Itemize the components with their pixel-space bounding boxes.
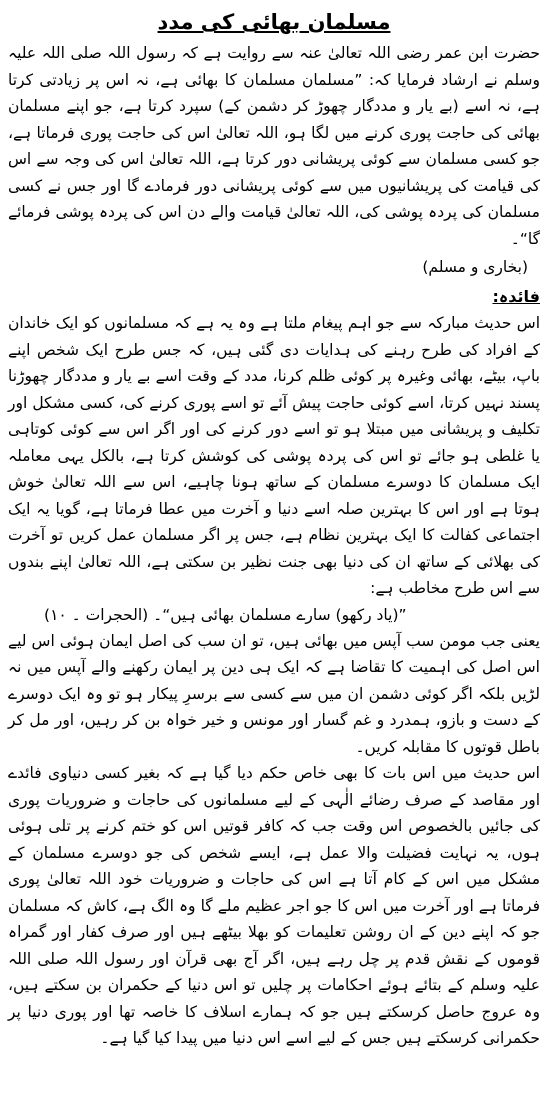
faida-paragraph-2: یعنی جب مومن سب آپس میں بھائی ہیں، تو ان سب کی اصل ایمان ہوئی اس لیے اس اصل کی اہمیت کا تقاضا ہے کہ ایک ہی دین پر ایمان رکھنے والے آپس میں نہ لڑیں بلکہ اگر کوئی دشمن ان میں سے کسی سے برسرِ پیکار ہو تو وہ ایک دوسرے کے دست و بازو، ہمدرد و غم گسار اور مونس و خیر خواہ بن کر رہیں، اور مل کر باطل قوتوں کا مقابلہ کریں۔ [8,631,540,756]
page-title [8,8,540,36]
hadith-reference: (بخاری و مسلم) [422,258,528,276]
quran-quote: ”(یاد رکھو) سارے مسلمان بھائی ہیں“۔ (الحجرات ۔ ۱۰) [44,605,407,624]
faida-heading [8,284,540,310]
page-title-text: مسلمان بھائی کی مدد [157,10,391,34]
faida-heading-text: فائدہ: [492,287,540,306]
faida-paragraph-1: اس حدیث مبارکہ سے جو اہم پیغام ملتا ہے وہ یہ ہے کہ مسلمانوں کو ایک خاندان کے افراد کی طرح رہنے کی ہدایات دی گئی ہیں، کہ جس طرح ایک شخص اپنے باپ، بیٹے، بھائی وغیرہ پر کوئی ظلم کرنا، مدد کے وقت اسے بے یار و مددگار چھوڑنا پسند نہیں کرتا، اسے کوئی حاجت پیش آئے تو اسے پوری کرنے کی، کسی مشکل اور تکلیف و پریشانی میں مبتلا ہو تو اسے دور کرنے کی اور اگر اس سے کوئی کوتاہی یا غلطی ہو جائے تو اس کی پردہ پوشی کی کوشش کرتا ہے، بالکل یہی معاملہ ایک مسلمان کا دوسرے مسلمان کے ساتھ ہونا چاہیے، اس سے اللہ تعالیٰ خوش ہوتا ہے اور اس کا بہترین صلہ اسے دنیا و آخرت میں عطا فرماتا ہے، گویا یہ ایک اجتماعی کفالت کا ایک بہترین نظام ہے، جس پر اگر مسلمان عمل کریں تو آخرت کی بھلائی کے ساتھ ان کی دنیا بھی جنت نظیر بن سکتی ہے، اللہ تعالیٰ اپنے بندوں سے اس طرح مخاطب ہے: [8,314,540,597]
hadith-paragraph: حضرت ابن عمر رضی اللہ تعالیٰ عنہ سے روایت ہے کہ رسول اللہ صلی اللہ علیہ وسلم نے ارشاد فرمایا کہ: ”مسلمان مسلمان کا بھائی ہے، نہ اس پر زیادتی کرتا ہے، نہ اسے (بے یار و مددگار چھوڑ کر دشمن کے) سپرد کرتا ہے، جو اپنے مسلمان بھائی کی حاجت پوری کرنے میں لگا ہو، اللہ تعالیٰ اس کی حاجت پوری فرماتا ہے، جو کسی مسلمان سے کوئی پریشانی دور کرتا ہے، اللہ تعالیٰ اس کی وجہ سے اس کی قیامت کی پریشانیوں میں سے کوئی پریشانی دور فرمادے گا اور جس نے کسی مسلمان کی پردہ پوشی کی، اللہ تعالیٰ قیامت والے دن اس کی پردہ پوشی فرمائے گا“۔ [8,44,540,248]
faida-paragraph-3: اس حدیث میں اس بات کا بھی خاص حکم دیا گیا ہے کہ بغیر کسی دنیاوی فائدے اور مقاصد کے صرف رضائے الٰہی کے لیے مسلمانوں کی حاجات و ضروریات پوری کی جائیں بالخصوص اس وقت جب کہ کافر قوتیں اس کو ختم کرنے پر تلی ہوئی ہوں، یہ نہایت فضیلت والا عمل ہے، ایسے شخص کی جو دوسرے مسلمان کے مشکل میں اس کے کام آتا ہے اس کی حاجات و ضروریات خود اللہ تعالیٰ پوری فرماتا ہے اور آخرت میں اس کا جو اجر عظیم ملے گا وہ الگ ہے، کاش کہ مسلمان جو کہ اپنے دین کے ان روشن تعلیمات کو بھلا بیٹھے ہیں اور صرف کفار اور گمراہ قوموں کے نقش قدم پر چل رہے ہیں، اگر آج بھی قرآن اور رسول اللہ صلی اللہ علیہ وسلم کے بتائے ہوئے احکامات پر چلیں تو اس دنیا کے حکمران بن سکتے ہیں، وہ عروج حاصل کرسکتے ہیں جو کہ ہمارے اسلاف کا خاصہ تھا اور پوری دنیا پر حکمرانی کرسکتے ہیں جس کے لیے اسے اس دنیا میں پیدا کیا گیا ہے۔ [8,764,540,1047]
